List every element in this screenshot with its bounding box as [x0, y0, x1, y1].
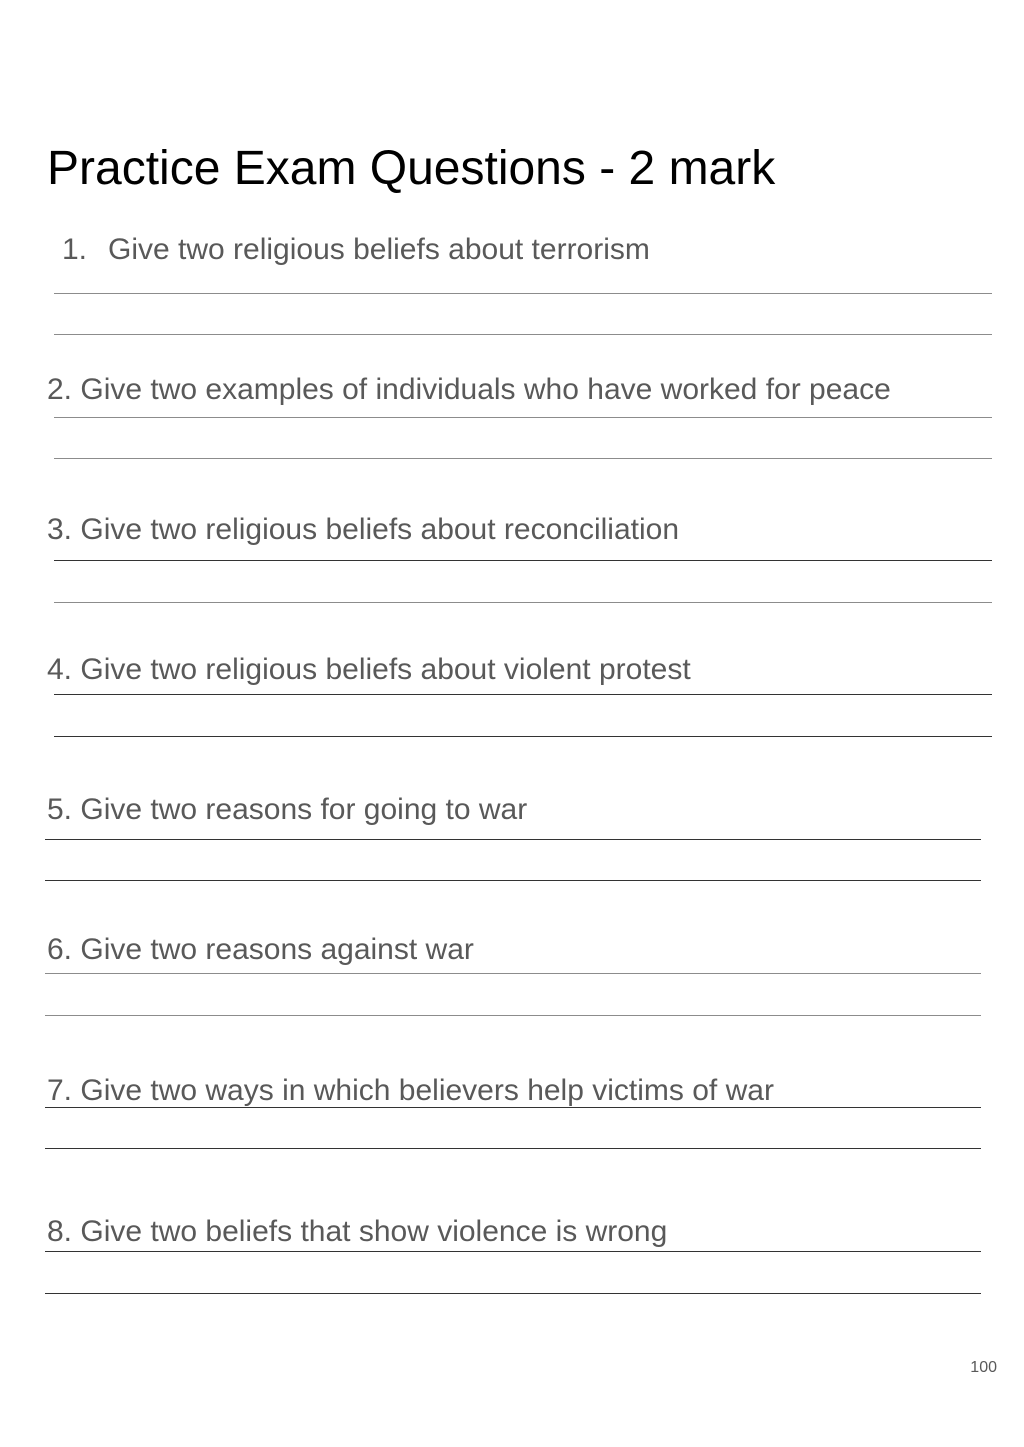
answer-line-6a[interactable]	[45, 973, 981, 974]
page-title: Practice Exam Questions - 2 mark	[47, 142, 776, 195]
question-6: 6. Give two reasons against war	[47, 933, 474, 966]
answer-line-3b[interactable]	[54, 602, 992, 603]
question-1-number: 1.	[62, 233, 88, 266]
answer-line-1a[interactable]	[54, 293, 992, 294]
question-8: 8. Give two beliefs that show violence is wrong	[47, 1215, 668, 1248]
answer-line-1b[interactable]	[54, 334, 992, 335]
answer-line-7b[interactable]	[45, 1148, 981, 1149]
question-1	[62, 235, 650, 265]
answer-line-2a[interactable]	[54, 417, 992, 418]
question-5: 5. Give two reasons for going to war	[47, 793, 528, 826]
answer-line-4b[interactable]	[54, 736, 992, 737]
answer-line-7a[interactable]	[45, 1107, 981, 1108]
answer-line-8a[interactable]	[45, 1251, 981, 1252]
answer-line-4a[interactable]	[54, 694, 992, 695]
page-number: 100	[970, 1359, 997, 1376]
question-2: 2. Give two examples of individuals who have worked for peace	[47, 373, 891, 406]
answer-line-6b[interactable]	[45, 1015, 981, 1016]
answer-line-8b[interactable]	[45, 1293, 981, 1294]
answer-line-2b[interactable]	[54, 458, 992, 459]
question-1-text: Give two religious beliefs about terrorism	[108, 233, 650, 266]
answer-line-5b[interactable]	[45, 880, 981, 881]
question-3: 3. Give two religious beliefs about reconciliation	[47, 513, 680, 546]
question-7: 7. Give two ways in which believers help victims of war	[47, 1074, 774, 1107]
answer-line-3a[interactable]	[54, 560, 992, 561]
answer-line-5a[interactable]	[45, 839, 981, 840]
question-4: 4. Give two religious beliefs about violent protest	[47, 653, 691, 686]
